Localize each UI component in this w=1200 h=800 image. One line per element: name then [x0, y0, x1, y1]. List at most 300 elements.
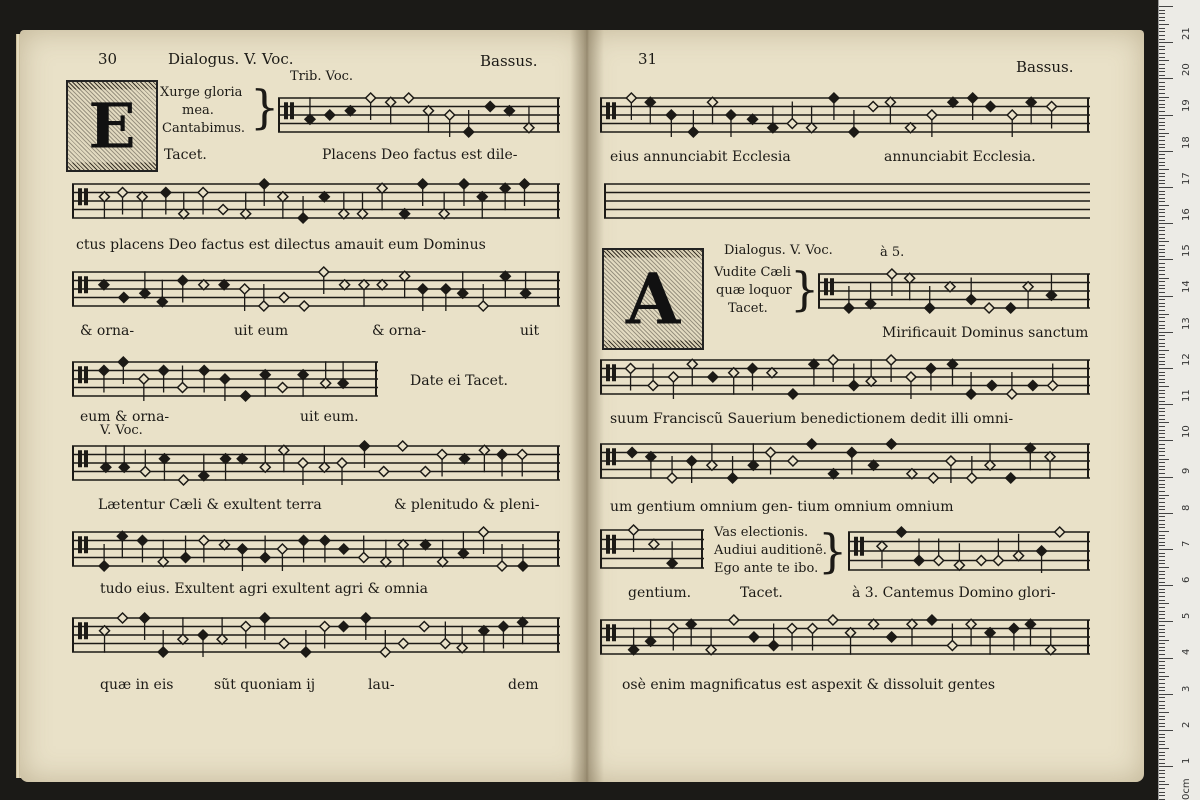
note-head — [221, 454, 231, 464]
note-head — [649, 539, 659, 549]
ruler-tick — [1159, 509, 1165, 510]
left-tacet-label: Tacet. — [164, 147, 207, 163]
ruler-tick — [1159, 661, 1165, 662]
right-lyric-4: um gentium omnium gen- tium omnium omnium — [610, 499, 954, 515]
note-head — [947, 641, 957, 651]
note-head — [460, 454, 470, 464]
scale-ruler — [1158, 0, 1200, 800]
ruler-tick — [1159, 473, 1165, 474]
note-head — [869, 460, 879, 470]
note-head — [627, 448, 637, 458]
note-head — [217, 634, 227, 644]
note-head — [868, 102, 878, 112]
ruler-tick — [1159, 542, 1165, 543]
note-head — [646, 452, 656, 462]
note-head — [398, 639, 408, 649]
note-head — [366, 93, 376, 103]
note-head — [1006, 473, 1016, 483]
note-head — [1055, 527, 1065, 537]
note-head — [338, 378, 348, 388]
left-page-number: 30 — [98, 50, 118, 68]
ruler-tick — [1159, 285, 1165, 286]
ruler-tick — [1159, 169, 1169, 170]
note-head — [438, 557, 448, 567]
note-head — [809, 359, 819, 369]
clef-mark — [606, 448, 610, 465]
ruler-tick — [1159, 766, 1173, 767]
note-head — [279, 445, 289, 455]
ruler-label: 8 — [1181, 504, 1192, 511]
lyric-line-3b: uit eum — [234, 323, 289, 339]
ruler-tick — [1159, 502, 1165, 503]
ruler-tick — [1159, 705, 1165, 706]
note-head — [298, 370, 308, 380]
note-head — [967, 473, 977, 483]
ruler-label: 16 — [1181, 208, 1192, 221]
ruler-tick — [1159, 430, 1165, 431]
ruler-tick — [1159, 296, 1173, 297]
incipit-line-1: Xurge gloria — [160, 85, 243, 100]
ruler-tick — [1159, 676, 1169, 677]
ruler-tick — [1159, 484, 1165, 485]
note-head — [305, 114, 315, 124]
note-head — [398, 441, 408, 451]
ruler-tick — [1159, 777, 1165, 778]
note-head — [905, 273, 915, 283]
note-head — [966, 389, 976, 399]
ruler-tick — [1159, 78, 1173, 79]
ruler-tick — [1159, 6, 1173, 7]
ruler-tick — [1159, 650, 1165, 651]
ruler-tick — [1159, 328, 1165, 329]
ruler-tick — [1159, 408, 1165, 409]
ruler-tick — [1159, 585, 1173, 586]
ruler-tick — [1159, 42, 1173, 43]
ruler-tick — [1159, 39, 1165, 40]
ruler-tick — [1159, 469, 1165, 470]
ruler-tick — [1159, 245, 1165, 246]
note-head — [708, 97, 718, 107]
ruler-tick — [1159, 238, 1165, 239]
note-head — [178, 276, 188, 286]
ruler-tick — [1159, 592, 1165, 593]
clef-mark — [84, 536, 88, 553]
note-head — [927, 110, 937, 120]
ruler-tick — [1159, 719, 1165, 720]
ruler-tick — [1159, 520, 1165, 521]
note-head — [1045, 452, 1055, 462]
note-head — [828, 615, 838, 625]
staff-3 — [72, 266, 560, 314]
ruler-tick — [1159, 444, 1165, 445]
note-head — [927, 615, 937, 625]
ruler-tick — [1159, 379, 1165, 380]
ruler-tick — [1159, 397, 1165, 398]
note-head — [158, 647, 168, 657]
ruler-tick — [1159, 643, 1165, 644]
note-head — [140, 288, 150, 298]
ruler-tick — [1159, 216, 1165, 217]
note-head — [101, 462, 111, 472]
note-head — [844, 303, 854, 313]
ruler-label: 11 — [1181, 389, 1192, 402]
staff-4 — [72, 356, 378, 404]
note-head — [420, 467, 430, 477]
note-head — [976, 556, 986, 566]
ruler-tick — [1159, 437, 1165, 438]
ruler-tick — [1159, 97, 1169, 98]
note-head — [1023, 282, 1033, 292]
note-head — [766, 448, 776, 458]
ruler-tick — [1159, 451, 1165, 452]
note-head — [301, 647, 311, 657]
note-head — [985, 102, 995, 112]
note-head — [946, 456, 956, 466]
ruler-tick — [1159, 614, 1165, 615]
clef-mark — [84, 276, 88, 293]
ruler-tick — [1159, 770, 1165, 771]
note-head — [1009, 624, 1019, 634]
ruler-tick — [1159, 332, 1173, 333]
note-head — [668, 624, 678, 634]
note-head — [199, 366, 209, 376]
ruler-tick — [1159, 658, 1173, 659]
lyric-line-2: ctus placens Deo factus est dilectus amauit eum Dominus — [76, 237, 486, 253]
ruler-label: 20 — [1181, 63, 1192, 77]
note-head — [629, 525, 639, 535]
clef-mark — [78, 188, 82, 205]
note-head — [788, 389, 798, 399]
ruler-tick — [1159, 582, 1165, 583]
lyric-line-5b: & plenitudo & pleni- — [394, 497, 540, 513]
ruler-tick — [1159, 531, 1169, 532]
staff-12 — [600, 438, 1090, 486]
note-head — [359, 441, 369, 451]
ruler-tick — [1159, 621, 1173, 622]
note-head — [404, 93, 414, 103]
ruler-tick — [1159, 49, 1165, 50]
ruler-tick — [1159, 339, 1165, 340]
ruler-tick — [1159, 773, 1165, 774]
ruler-label: 19 — [1181, 99, 1192, 113]
ruler-label: 18 — [1181, 135, 1192, 149]
note-head — [987, 381, 997, 391]
ruler-tick — [1159, 390, 1165, 391]
right-lyric-2: Mirificauit Dominus sanctum — [882, 325, 1089, 341]
note-head — [339, 544, 349, 554]
ruler-tick — [1159, 567, 1169, 568]
note-head — [1025, 443, 1035, 453]
note-head — [440, 639, 450, 649]
note-head — [381, 557, 391, 567]
note-head — [748, 114, 758, 124]
note-head — [259, 301, 269, 311]
clef-mark — [612, 448, 616, 465]
note-head — [298, 213, 308, 223]
note-head — [140, 613, 150, 623]
ruler-tick — [1159, 697, 1165, 698]
incipit-line-2: mea. — [182, 103, 214, 118]
note-head — [260, 553, 270, 563]
ruler-tick — [1159, 118, 1165, 119]
ruler-tick — [1159, 31, 1165, 32]
note-head — [985, 460, 995, 470]
staff-15 — [600, 614, 1090, 662]
ruler-tick — [1159, 71, 1165, 72]
note-head — [926, 364, 936, 374]
clef-mark — [78, 366, 82, 383]
note-head — [966, 619, 976, 629]
note-head — [686, 619, 696, 629]
clef-mark — [606, 364, 610, 381]
ruler-tick — [1159, 723, 1165, 724]
lyric-line-1: Placens Deo factus est dile- — [322, 147, 518, 163]
clef-mark — [78, 622, 82, 639]
note-head — [1037, 546, 1047, 556]
note-head — [1046, 290, 1056, 300]
note-head — [359, 280, 369, 290]
ruler-tick — [1159, 411, 1165, 412]
ruler-label: 9 — [1181, 468, 1192, 475]
ruler-label: 4 — [1181, 649, 1192, 656]
clef-mark — [78, 276, 82, 293]
note-head — [418, 284, 428, 294]
clef-mark — [606, 102, 610, 119]
ruler-tick — [1159, 144, 1165, 145]
lyric-line-7c: lau- — [368, 677, 395, 693]
note-head — [219, 540, 229, 550]
ruler-tick — [1159, 205, 1169, 206]
ruler-tick — [1159, 759, 1165, 760]
ruler-tick — [1159, 100, 1165, 101]
note-head — [846, 628, 856, 638]
ruler-label: 14 — [1181, 280, 1192, 294]
ruler-tick — [1159, 303, 1165, 304]
right-incipit-1: Vudite Cæli — [714, 265, 791, 280]
note-head — [158, 557, 168, 567]
ruler-tick — [1159, 404, 1173, 405]
ruler-tick — [1159, 372, 1165, 373]
ruler-tick — [1159, 748, 1169, 749]
note-head — [524, 123, 534, 133]
note-head — [320, 536, 330, 546]
note-head — [159, 454, 169, 464]
ruler-tick — [1159, 701, 1165, 702]
note-head — [934, 556, 944, 566]
ruler-tick — [1159, 321, 1165, 322]
note-head — [400, 271, 410, 281]
note-head — [646, 636, 656, 646]
ruler-tick — [1159, 545, 1165, 546]
note-head — [954, 560, 964, 570]
note-head — [945, 282, 955, 292]
note-head — [968, 93, 978, 103]
ruler-label: 1 — [1181, 757, 1192, 764]
note-head — [886, 355, 896, 365]
note-head — [907, 619, 917, 629]
clef-mark — [84, 188, 88, 205]
right-incipit-3: Tacet. — [728, 301, 768, 316]
note-head — [788, 456, 798, 466]
note-head — [218, 205, 228, 215]
ruler-tick — [1159, 306, 1165, 307]
note-head — [1006, 303, 1016, 313]
ruler-tick — [1159, 299, 1165, 300]
ruler-tick — [1159, 314, 1169, 315]
ruler-tick — [1159, 325, 1165, 326]
ruler-tick — [1159, 64, 1165, 65]
ruler-label: 21 — [1181, 27, 1192, 40]
note-head — [178, 383, 188, 393]
note-head — [626, 93, 636, 103]
clef-mark — [854, 537, 858, 556]
note-head — [380, 647, 390, 657]
vas-line-2: Audiui auditionẽ. — [714, 543, 827, 558]
ruler-tick — [1159, 712, 1169, 713]
ruler-tick — [1159, 136, 1165, 137]
note-head — [319, 462, 329, 472]
note-head — [966, 295, 976, 305]
initial-e-woodcut — [66, 80, 158, 172]
note-head — [260, 613, 270, 623]
right-incipit-brace: } — [790, 262, 820, 316]
note-head — [237, 544, 247, 554]
note-head — [645, 97, 655, 107]
note-head — [340, 280, 350, 290]
ruler-tick — [1159, 596, 1165, 597]
clef-mark — [612, 102, 616, 119]
incipit-line-3: Cantabimus. — [162, 121, 246, 136]
note-head — [887, 632, 897, 642]
note-head — [241, 209, 251, 219]
note-head — [345, 106, 355, 116]
staff-9-empty — [604, 178, 1090, 226]
ruler-tick — [1159, 115, 1173, 116]
note-head — [139, 374, 149, 384]
ruler-label: 7 — [1181, 540, 1192, 547]
initial-a-letter: A — [604, 258, 702, 341]
ruler-tick — [1159, 140, 1165, 141]
ruler-tick — [1159, 281, 1165, 282]
lyric-line-7a: quæ in eis — [100, 677, 174, 693]
right-lyric-1a: eius annunciabit Ecclesia — [610, 149, 791, 165]
lyric-line-7d: dem — [508, 677, 539, 693]
ruler-tick — [1159, 382, 1165, 383]
note-head — [179, 209, 189, 219]
note-head — [849, 381, 859, 391]
ruler-tick — [1159, 354, 1165, 355]
note-head — [866, 299, 876, 309]
ruler-tick — [1159, 560, 1165, 561]
ruler-tick — [1159, 129, 1165, 130]
note-head — [100, 626, 110, 636]
note-head — [668, 372, 678, 382]
ruler-tick — [1159, 278, 1169, 279]
ruler-tick — [1159, 68, 1165, 69]
ruler-tick — [1159, 24, 1169, 25]
ruler-tick — [1159, 672, 1165, 673]
clef-mark — [284, 102, 288, 119]
note-head — [377, 183, 387, 193]
note-head — [729, 615, 739, 625]
ruler-tick — [1159, 607, 1165, 608]
lyric-line-3d: uit — [520, 323, 540, 339]
left-page-title: Dialogus. V. Voc. — [168, 50, 294, 68]
ruler-tick — [1159, 288, 1165, 289]
clef-mark — [860, 537, 864, 556]
initial-e-letter: E — [68, 90, 156, 163]
ruler-tick — [1159, 784, 1169, 785]
ruler-tick — [1159, 57, 1165, 58]
right-page — [584, 30, 1144, 782]
ruler-tick — [1159, 375, 1165, 376]
ruler-tick — [1159, 28, 1165, 29]
note-head — [498, 622, 508, 632]
ruler-tick — [1159, 694, 1173, 695]
note-head — [137, 536, 147, 546]
ruler-tick — [1159, 556, 1165, 557]
ruler-tick — [1159, 553, 1165, 554]
note-head — [948, 97, 958, 107]
note-head — [181, 553, 191, 563]
ruler-tick — [1159, 788, 1165, 789]
note-head — [99, 192, 109, 202]
note-head — [885, 97, 895, 107]
ruler-tick — [1159, 448, 1165, 449]
ruler-tick — [1159, 252, 1165, 253]
note-head — [339, 622, 349, 632]
note-head — [787, 624, 797, 634]
note-head — [423, 106, 433, 116]
note-head — [648, 381, 658, 391]
ruler-tick — [1159, 763, 1165, 764]
note-head — [993, 556, 1003, 566]
ruler-tick — [1159, 165, 1165, 166]
lyric-line-3c: & orna- — [372, 323, 427, 339]
ruler-tick — [1159, 401, 1165, 402]
note-head — [500, 183, 510, 193]
ruler-tick — [1159, 310, 1165, 311]
note-head — [497, 561, 507, 571]
ruler-tick — [1159, 187, 1173, 188]
ruler-tick — [1159, 611, 1165, 612]
note-head — [320, 622, 330, 632]
ruler-tick — [1159, 506, 1165, 507]
note-head — [626, 364, 636, 374]
note-head — [479, 626, 489, 636]
note-head — [688, 127, 698, 137]
ruler-tick — [1159, 201, 1165, 202]
ruler-label: 10 — [1181, 425, 1192, 439]
ruler-tick — [1159, 487, 1165, 488]
note-head — [220, 374, 230, 384]
note-head — [847, 448, 857, 458]
ruler-tick — [1159, 263, 1165, 264]
note-head — [807, 123, 817, 133]
note-head — [237, 454, 247, 464]
ruler-tick — [1159, 259, 1173, 260]
note-head — [459, 179, 469, 189]
note-head — [319, 192, 329, 202]
ruler-tick — [1159, 270, 1165, 271]
ruler-tick — [1159, 274, 1165, 275]
date-ei-tacet: Date ei Tacet. — [410, 373, 508, 389]
note-head — [726, 110, 736, 120]
note-head — [747, 364, 757, 374]
note-head — [1028, 381, 1038, 391]
note-head — [519, 179, 529, 189]
note-head — [298, 458, 308, 468]
